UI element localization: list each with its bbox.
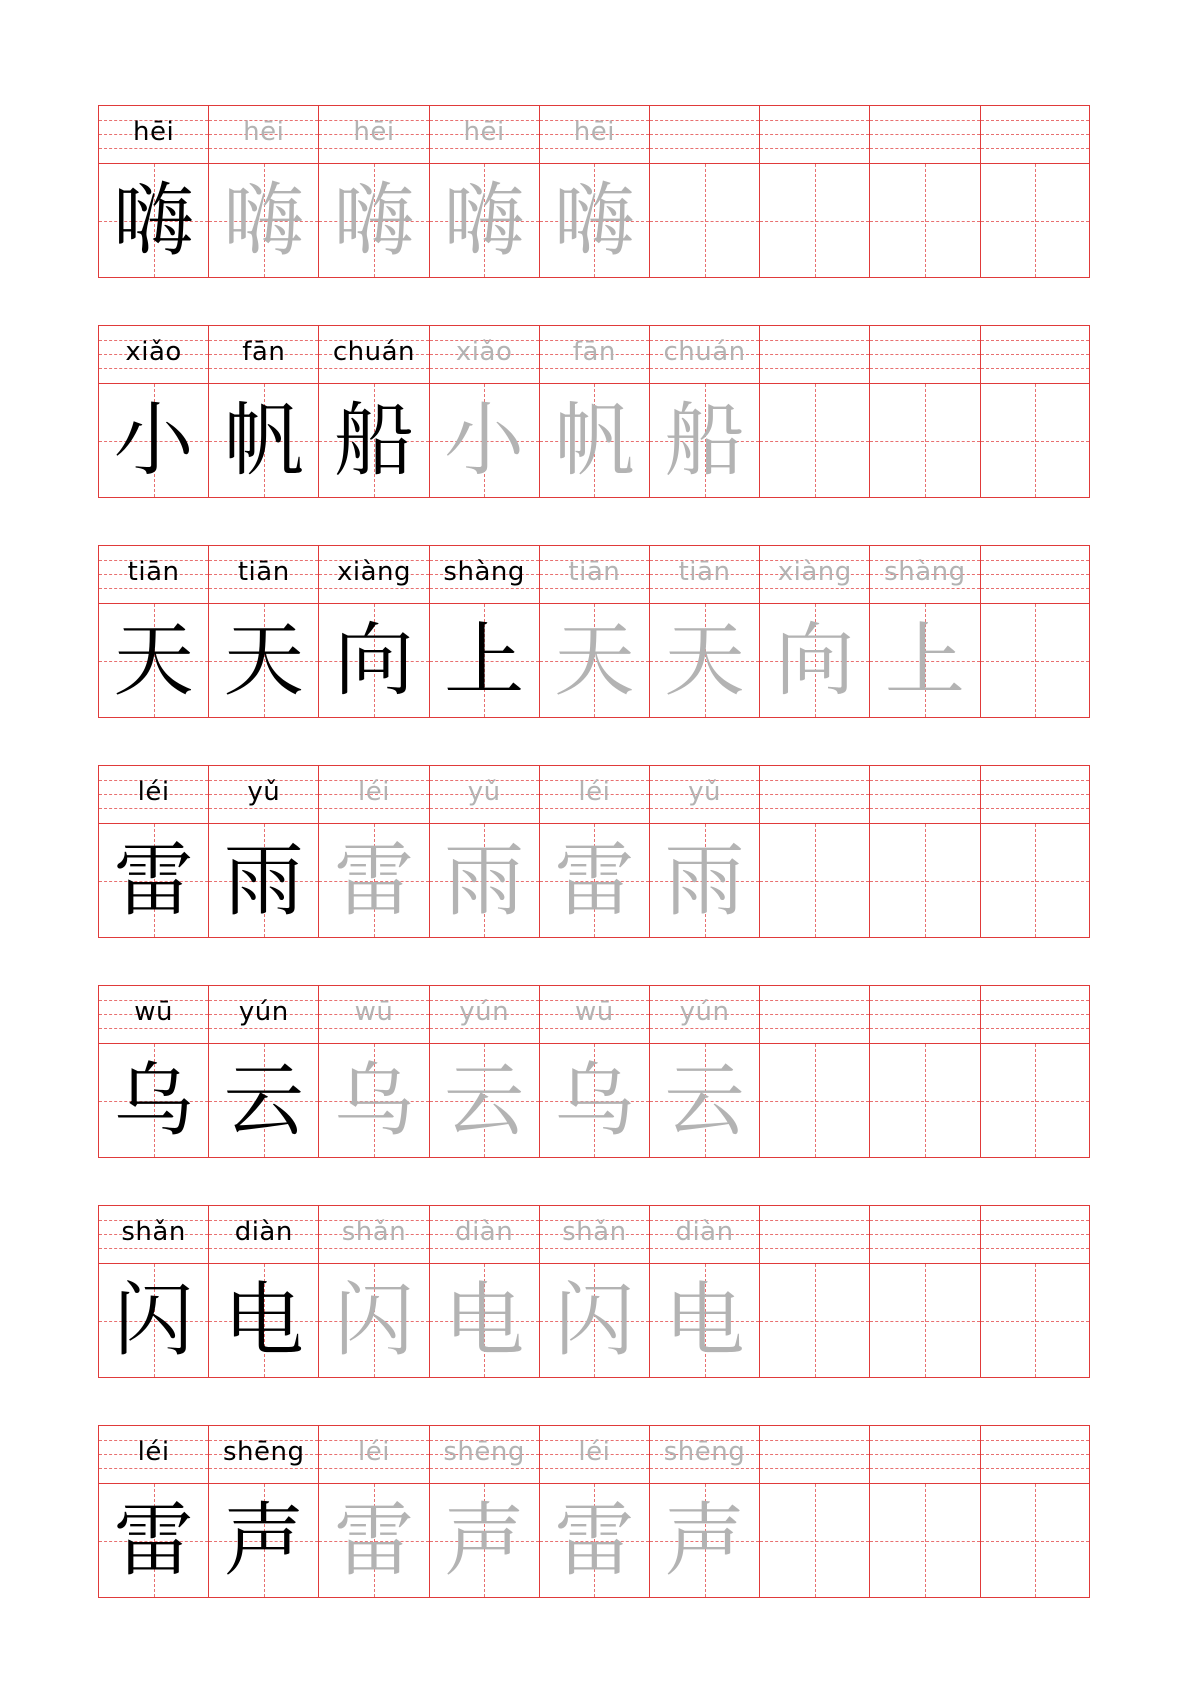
pinyin-guide <box>430 766 539 824</box>
trace-character: 雨 <box>664 833 745 927</box>
writing-cell <box>209 1426 319 1597</box>
model-character: 声 <box>223 1493 304 1587</box>
tian-grid <box>319 1264 428 1377</box>
tian-grid <box>760 604 869 717</box>
writing-cell <box>430 986 540 1157</box>
pinyin-label: fān <box>242 337 286 367</box>
pinyin-guide <box>319 766 428 824</box>
trace-character: 天 <box>664 613 745 707</box>
tian-grid <box>870 604 979 717</box>
practice-row <box>98 325 1090 498</box>
pinyin-trace: léi <box>357 1437 390 1467</box>
writing-cell <box>209 106 319 277</box>
writing-cell <box>99 1426 209 1597</box>
pinyin-guide <box>209 986 318 1044</box>
writing-cell <box>870 1426 980 1597</box>
tian-grid <box>540 1264 649 1377</box>
trace-character: 嗨 <box>223 173 304 267</box>
model-character: 电 <box>223 1273 304 1367</box>
pinyin-guide <box>319 1206 428 1264</box>
tian-grid <box>99 384 208 497</box>
tian-grid <box>430 384 539 497</box>
pinyin-trace: chuán <box>663 337 746 367</box>
writing-cell <box>760 326 870 497</box>
trace-character: 云 <box>444 1053 525 1147</box>
writing-cell <box>981 106 1090 277</box>
pinyin-label: léi <box>137 777 170 807</box>
model-character: 天 <box>113 613 194 707</box>
tian-grid <box>540 384 649 497</box>
writing-cell <box>981 1426 1090 1597</box>
writing-cell <box>319 546 429 717</box>
pinyin-trace: yǔ <box>467 777 501 807</box>
pinyin-trace: hēi <box>463 117 505 147</box>
tian-grid <box>981 1484 1090 1597</box>
tian-grid <box>430 824 539 937</box>
writing-cell <box>99 546 209 717</box>
writing-cell <box>540 1206 650 1377</box>
tian-grid <box>209 1484 318 1597</box>
pinyin-guide <box>99 1206 208 1264</box>
pinyin-guide <box>99 986 208 1044</box>
writing-cell <box>99 986 209 1157</box>
trace-character: 声 <box>664 1493 745 1587</box>
pinyin-guide <box>650 326 759 384</box>
pinyin-label: yǔ <box>247 777 281 807</box>
tian-grid <box>430 604 539 717</box>
tian-grid <box>650 164 759 277</box>
model-character: 雨 <box>223 833 304 927</box>
tian-grid <box>209 1264 318 1377</box>
writing-cell <box>430 106 540 277</box>
writing-cell <box>209 1206 319 1377</box>
pinyin-trace: léi <box>357 777 390 807</box>
writing-cell <box>540 986 650 1157</box>
pinyin-guide <box>650 1206 759 1264</box>
tian-grid <box>760 1264 869 1377</box>
pinyin-guide <box>981 986 1090 1044</box>
pinyin-guide <box>650 546 759 604</box>
tian-grid <box>209 824 318 937</box>
pinyin-label: léi <box>137 1437 170 1467</box>
tian-grid <box>981 1044 1090 1157</box>
tian-grid <box>760 824 869 937</box>
pinyin-trace: wū <box>574 997 614 1027</box>
writing-cell <box>870 106 980 277</box>
writing-cell <box>430 1426 540 1597</box>
model-character: 向 <box>333 613 414 707</box>
tian-grid <box>981 384 1090 497</box>
practice-row <box>98 105 1090 278</box>
pinyin-guide <box>430 1426 539 1484</box>
trace-character: 嗨 <box>444 173 525 267</box>
tian-grid <box>319 384 428 497</box>
tian-grid <box>870 1044 979 1157</box>
pinyin-guide <box>209 106 318 164</box>
tian-grid <box>99 1484 208 1597</box>
pinyin-trace: shēng <box>443 1437 525 1467</box>
pinyin-guide <box>99 1426 208 1484</box>
writing-cell <box>760 986 870 1157</box>
pinyin-label: tiān <box>127 557 180 587</box>
trace-character: 闪 <box>554 1273 635 1367</box>
writing-cell <box>650 546 760 717</box>
tian-grid <box>209 604 318 717</box>
writing-cell <box>870 326 980 497</box>
tian-grid <box>540 164 649 277</box>
trace-character: 声 <box>444 1493 525 1587</box>
pinyin-guide <box>870 986 979 1044</box>
pinyin-guide <box>981 326 1090 384</box>
practice-row <box>98 765 1090 938</box>
pinyin-guide <box>319 986 428 1044</box>
tian-grid <box>430 1044 539 1157</box>
pinyin-guide <box>430 986 539 1044</box>
trace-character: 雷 <box>554 1493 635 1587</box>
pinyin-guide <box>99 546 208 604</box>
writing-cell <box>319 766 429 937</box>
model-character: 嗨 <box>113 173 194 267</box>
model-character: 帆 <box>223 393 304 487</box>
trace-character: 船 <box>664 393 745 487</box>
practice-row <box>98 985 1090 1158</box>
pinyin-trace: tiān <box>678 557 731 587</box>
pinyin-guide <box>540 1426 649 1484</box>
writing-cell <box>650 1206 760 1377</box>
trace-character: 小 <box>444 393 525 487</box>
pinyin-guide <box>760 106 869 164</box>
writing-cell <box>760 1426 870 1597</box>
writing-cell <box>981 1206 1090 1377</box>
pinyin-label: xiǎo <box>125 337 182 367</box>
practice-sheet <box>98 0 1090 1684</box>
tian-grid <box>540 604 649 717</box>
trace-character: 闪 <box>333 1273 414 1367</box>
writing-cell <box>99 766 209 937</box>
writing-cell <box>319 326 429 497</box>
model-character: 小 <box>113 393 194 487</box>
pinyin-guide <box>430 1206 539 1264</box>
tian-grid <box>430 1264 539 1377</box>
tian-grid <box>319 1044 428 1157</box>
tian-grid <box>319 1484 428 1597</box>
tian-grid <box>209 1044 318 1157</box>
pinyin-label: yún <box>238 997 289 1027</box>
pinyin-guide <box>981 1426 1090 1484</box>
tian-grid <box>99 164 208 277</box>
trace-character: 乌 <box>333 1053 414 1147</box>
pinyin-trace: shàng <box>884 557 966 587</box>
tian-grid <box>981 824 1090 937</box>
tian-grid <box>650 1044 759 1157</box>
pinyin-trace: xiàng <box>777 557 852 587</box>
model-character: 天 <box>223 613 304 707</box>
trace-character: 云 <box>664 1053 745 1147</box>
practice-row <box>98 1205 1090 1378</box>
pinyin-label: shǎn <box>121 1217 186 1247</box>
tian-grid <box>319 604 428 717</box>
writing-cell <box>870 1206 980 1377</box>
tian-grid <box>981 164 1090 277</box>
writing-cell <box>430 546 540 717</box>
tian-grid <box>650 1484 759 1597</box>
pinyin-guide <box>430 326 539 384</box>
pinyin-guide <box>540 766 649 824</box>
writing-cell <box>870 766 980 937</box>
trace-character: 电 <box>664 1273 745 1367</box>
trace-character: 电 <box>444 1273 525 1367</box>
pinyin-label: chuán <box>332 337 416 367</box>
pinyin-guide <box>209 546 318 604</box>
writing-cell <box>319 986 429 1157</box>
tian-grid <box>870 824 979 937</box>
pinyin-guide <box>319 546 428 604</box>
tian-grid <box>981 1264 1090 1377</box>
writing-cell <box>319 1206 429 1377</box>
tian-grid <box>430 1484 539 1597</box>
writing-cell <box>981 326 1090 497</box>
pinyin-trace: léi <box>578 777 611 807</box>
tian-grid <box>870 1484 979 1597</box>
trace-character: 上 <box>884 613 965 707</box>
pinyin-trace: yún <box>679 997 730 1027</box>
tian-grid <box>319 824 428 937</box>
model-character: 上 <box>444 613 525 707</box>
pinyin-guide <box>870 1426 979 1484</box>
pinyin-trace: yǔ <box>688 777 721 807</box>
pinyin-guide <box>540 1206 649 1264</box>
tian-grid <box>540 1484 649 1597</box>
trace-character: 雷 <box>333 1493 414 1587</box>
writing-cell <box>981 766 1090 937</box>
practice-row <box>98 1425 1090 1598</box>
pinyin-guide <box>430 106 539 164</box>
writing-cell <box>540 326 650 497</box>
tian-grid <box>760 1044 869 1157</box>
pinyin-label: xiàng <box>336 557 411 587</box>
writing-cell <box>870 986 980 1157</box>
pinyin-label: shēng <box>223 1437 305 1467</box>
pinyin-trace: shǎn <box>341 1217 407 1247</box>
pinyin-guide <box>319 106 428 164</box>
pinyin-guide <box>540 106 649 164</box>
writing-cell <box>430 1206 540 1377</box>
writing-cell <box>99 106 209 277</box>
trace-character: 乌 <box>554 1053 635 1147</box>
tian-grid <box>650 604 759 717</box>
pinyin-guide <box>760 766 869 824</box>
pinyin-guide <box>760 1206 869 1264</box>
writing-cell <box>650 1426 760 1597</box>
writing-cell <box>99 1206 209 1377</box>
model-character: 闪 <box>113 1273 194 1367</box>
writing-cell <box>650 986 760 1157</box>
pinyin-guide <box>319 326 428 384</box>
trace-character: 嗨 <box>554 173 635 267</box>
tian-grid <box>870 164 979 277</box>
model-character: 船 <box>333 393 414 487</box>
tian-grid <box>870 1264 979 1377</box>
pinyin-guide <box>870 766 979 824</box>
trace-character: 嗨 <box>333 173 414 267</box>
pinyin-trace: diàn <box>675 1217 734 1247</box>
writing-cell <box>430 326 540 497</box>
tian-grid <box>319 164 428 277</box>
pinyin-guide <box>981 546 1090 604</box>
model-character: 乌 <box>113 1053 194 1147</box>
tian-grid <box>760 1484 869 1597</box>
pinyin-guide <box>650 986 759 1044</box>
tian-grid <box>99 1264 208 1377</box>
writing-cell <box>319 1426 429 1597</box>
pinyin-guide <box>99 106 208 164</box>
tian-grid <box>540 1044 649 1157</box>
pinyin-guide <box>870 546 979 604</box>
tian-grid <box>99 604 208 717</box>
writing-cell <box>209 766 319 937</box>
pinyin-trace: hēi <box>243 117 285 147</box>
pinyin-trace: shēng <box>663 1437 746 1467</box>
pinyin-guide <box>760 326 869 384</box>
trace-character: 天 <box>554 613 635 707</box>
tian-grid <box>99 824 208 937</box>
pinyin-guide <box>430 546 539 604</box>
writing-cell <box>650 326 760 497</box>
pinyin-trace: léi <box>578 1437 611 1467</box>
writing-cell <box>540 1426 650 1597</box>
pinyin-guide <box>209 1426 318 1484</box>
tian-grid <box>650 384 759 497</box>
tian-grid <box>760 164 869 277</box>
pinyin-label: diàn <box>234 1217 293 1247</box>
pinyin-trace: shǎn <box>562 1217 627 1247</box>
pinyin-trace: hēi <box>573 117 615 147</box>
pinyin-guide <box>99 766 208 824</box>
model-character: 云 <box>223 1053 304 1147</box>
pinyin-guide <box>319 1426 428 1484</box>
pinyin-trace: wū <box>354 997 394 1027</box>
writing-cell <box>430 766 540 937</box>
tian-grid <box>430 164 539 277</box>
writing-cell <box>650 766 760 937</box>
writing-cell <box>99 326 209 497</box>
pinyin-label: wū <box>134 997 173 1027</box>
pinyin-guide <box>540 986 649 1044</box>
pinyin-guide <box>209 1206 318 1264</box>
tian-grid <box>760 384 869 497</box>
pinyin-label: shàng <box>443 557 525 587</box>
pinyin-guide <box>870 106 979 164</box>
pinyin-label: hēi <box>132 117 175 147</box>
pinyin-guide <box>760 546 869 604</box>
writing-cell <box>760 106 870 277</box>
pinyin-guide <box>981 1206 1090 1264</box>
trace-character: 帆 <box>554 393 635 487</box>
pinyin-guide <box>650 766 759 824</box>
pinyin-guide <box>650 106 759 164</box>
practice-row <box>98 545 1090 718</box>
pinyin-trace: tiān <box>568 557 621 587</box>
trace-character: 雨 <box>444 833 525 927</box>
writing-cell <box>650 106 760 277</box>
writing-cell <box>540 766 650 937</box>
writing-cell <box>760 546 870 717</box>
pinyin-guide <box>870 326 979 384</box>
writing-cell <box>540 546 650 717</box>
pinyin-guide <box>540 546 649 604</box>
pinyin-guide <box>99 326 208 384</box>
pinyin-guide <box>981 766 1090 824</box>
pinyin-trace: yún <box>459 997 510 1027</box>
pinyin-guide <box>209 326 318 384</box>
writing-cell <box>760 1206 870 1377</box>
pinyin-trace: fān <box>572 337 616 367</box>
pinyin-label: tiān <box>237 557 290 587</box>
tian-grid <box>209 164 318 277</box>
pinyin-guide <box>650 1426 759 1484</box>
writing-cell <box>209 326 319 497</box>
pinyin-guide <box>981 106 1090 164</box>
tian-grid <box>99 1044 208 1157</box>
pinyin-trace: xiǎo <box>455 337 513 367</box>
tian-grid <box>540 824 649 937</box>
writing-cell <box>209 986 319 1157</box>
pinyin-trace: hēi <box>353 117 395 147</box>
trace-character: 向 <box>774 613 855 707</box>
pinyin-guide <box>540 326 649 384</box>
writing-cell <box>870 546 980 717</box>
writing-cell <box>319 106 429 277</box>
pinyin-guide <box>760 986 869 1044</box>
trace-character: 雷 <box>554 833 635 927</box>
writing-cell <box>981 986 1090 1157</box>
writing-cell <box>209 546 319 717</box>
tian-grid <box>870 384 979 497</box>
trace-character: 雷 <box>333 833 414 927</box>
pinyin-trace: diàn <box>455 1217 514 1247</box>
pinyin-guide <box>209 766 318 824</box>
model-character: 雷 <box>113 1493 194 1587</box>
tian-grid <box>981 604 1090 717</box>
writing-cell <box>540 106 650 277</box>
writing-cell <box>981 546 1090 717</box>
pinyin-guide <box>870 1206 979 1264</box>
tian-grid <box>650 1264 759 1377</box>
model-character: 雷 <box>113 833 194 927</box>
writing-cell <box>760 766 870 937</box>
tian-grid <box>650 824 759 937</box>
tian-grid <box>209 384 318 497</box>
pinyin-guide <box>760 1426 869 1484</box>
